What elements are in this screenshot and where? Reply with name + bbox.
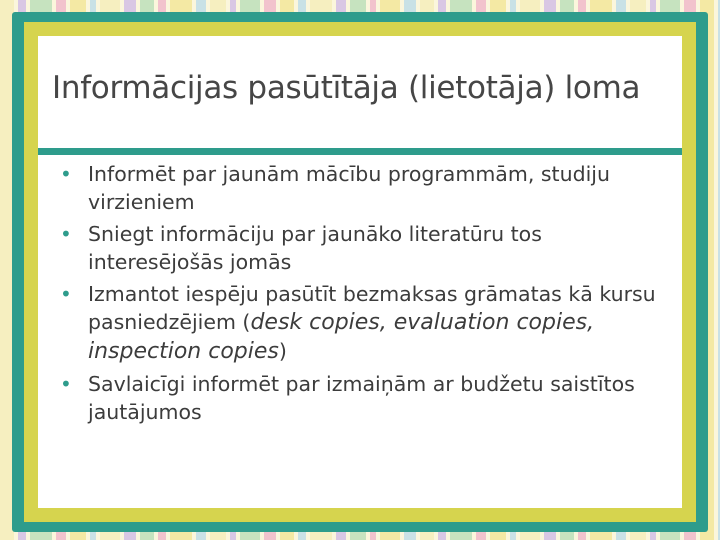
bullet-marker: • [60,282,72,306]
bullet-text: Izmantot iespēju pasūtīt bezmaksas grāmatas kā kursu pasniedzējiem ( [88,282,656,334]
slide-title: Informācijas pasūtītāja (lietotāja) loma [52,70,641,106]
bullet-text-italic: desk copies, evaluation copies, inspection copies [88,310,595,364]
bullet-marker: • [60,162,72,186]
slide-panel [38,36,682,508]
bullet-item [56,160,676,216]
bullet-item [56,220,676,276]
bullet-item [56,370,676,426]
bullet-text: Savlaicīgi informēt par izmaiņām ar budžetu saistītos jautājumos [88,372,635,424]
bullet-marker: • [60,222,72,246]
bullet-text: Informēt par jaunām mācību programmām, studiju virzieniem [88,162,610,214]
bullet-item [56,280,676,366]
bullet-text: Sniegt informāciju par jaunāko literatūru tos interesējošās jomās [88,222,542,274]
bullet-marker: • [60,372,72,396]
bullet-text-close: ) [278,339,287,363]
title-divider [38,148,682,155]
title-box [38,36,682,140]
bullet-list [56,160,676,430]
